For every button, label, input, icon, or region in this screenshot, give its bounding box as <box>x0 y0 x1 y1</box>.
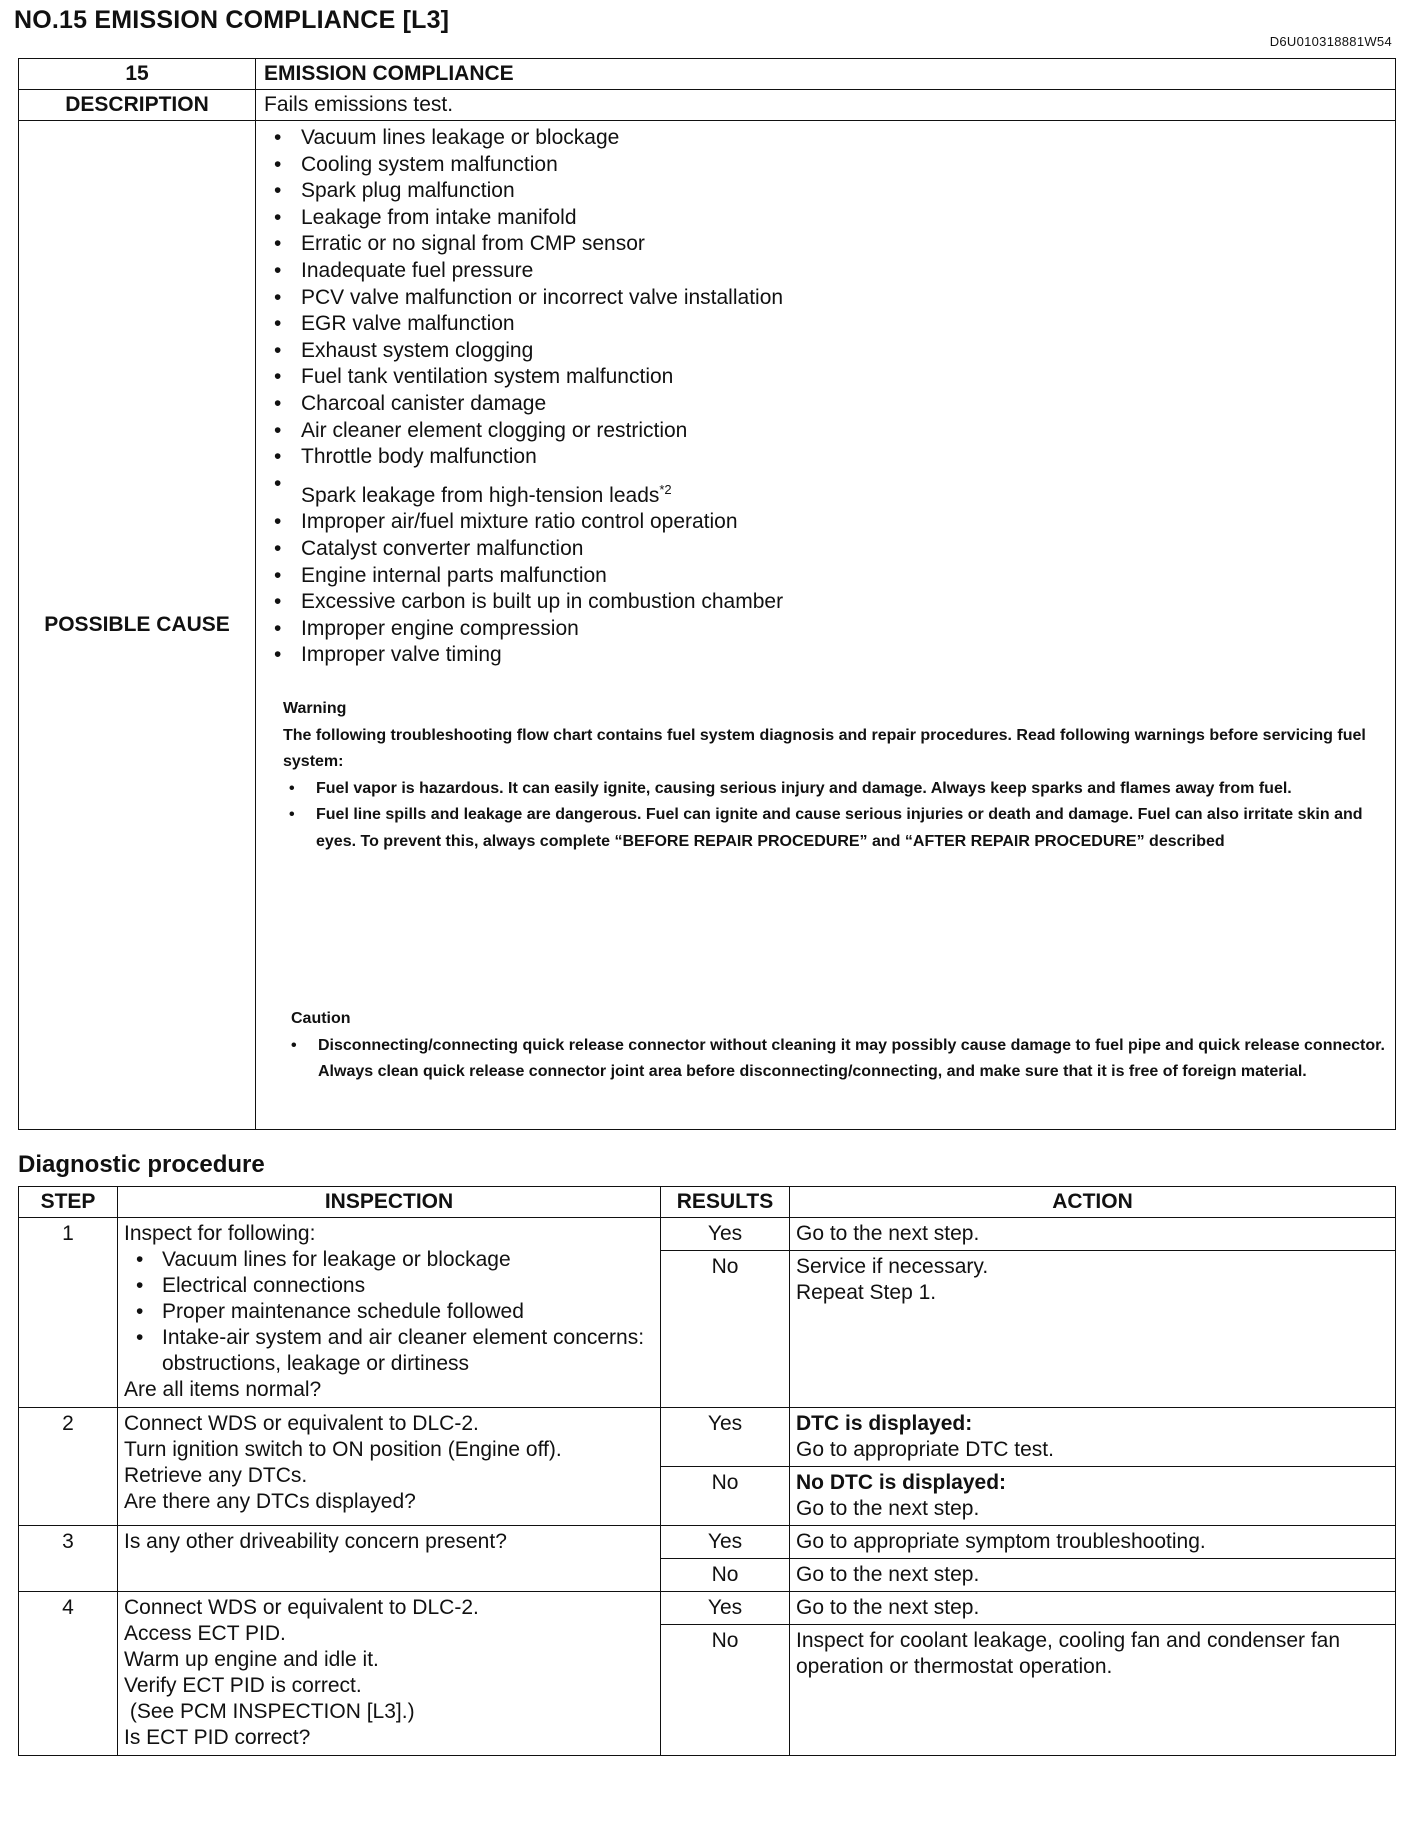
diagnostic-table <box>18 1186 1396 1756</box>
list-item: • Inadequate fuel pressure <box>268 258 1387 285</box>
symptom-info-table <box>18 58 1396 1130</box>
result-no: No <box>661 1467 790 1526</box>
description-label: DESCRIPTION <box>19 90 256 121</box>
title-row <box>19 59 1396 90</box>
possible-cause-row <box>19 121 1396 1130</box>
caution-item: • Disconnecting/connecting quick release connector without cleaning it may possibly cause damage to fuel pipe and quick release connector. Always clean quick release connector joint area before disconnecting/connecting, and make sure that it is free of foreign material. <box>291 1033 1391 1086</box>
inspection-bullet: • Vacuum lines for leakage or blockage <box>124 1247 654 1273</box>
action-no: Inspect for coolant leakage, cooling fan and condenser fan operation or thermostat operation. <box>790 1625 1396 1756</box>
inspection-column-header: INSPECTION <box>118 1187 661 1218</box>
inspection-question: Are all items normal? <box>124 1378 322 1401</box>
inspection-bullet: • Intake-air system and air cleaner element concerns: obstructions, leakage or dirtiness <box>124 1325 654 1377</box>
caution-title: Caution <box>291 1010 351 1027</box>
table-row <box>19 1592 1396 1625</box>
step-number: 1 <box>19 1218 118 1408</box>
inspection-text: Verify ECT PID is correct. <box>124 1674 362 1697</box>
description-row <box>19 90 1396 121</box>
inspection-text: Access ECT PID. <box>124 1622 286 1645</box>
action-no: Go to the next step. <box>790 1559 1396 1592</box>
list-item: • Fuel tank ventilation system malfunction <box>268 364 1387 391</box>
list-item: • Improper valve timing <box>268 642 1387 669</box>
warning-block <box>283 696 1383 855</box>
warning-list <box>283 776 1383 856</box>
list-item: • Exhaust system clogging <box>268 338 1387 365</box>
step-number: 3 <box>19 1526 118 1592</box>
possible-cause-cell <box>256 121 1396 1130</box>
warning-item: • Fuel line spills and leakage are dangerous. Fuel can ignite and cause serious injuries or death and damage. Fuel can also irritate skin and eyes. To prevent this, always complete “BEFORE REPAIR PROCEDURE” and “AFTER REPAIR PROCEDURE” described <box>283 802 1383 855</box>
action-yes: Go to appropriate symptom troubleshooting. <box>790 1526 1396 1559</box>
inspection-bullet: • Electrical connections <box>124 1273 654 1299</box>
action-yes <box>790 1408 1396 1467</box>
action-no <box>790 1251 1396 1408</box>
document-code: D6U010318881W54 <box>1269 34 1392 49</box>
result-yes: Yes <box>661 1218 790 1251</box>
inspection-text: (See PCM INSPECTION [L3].) <box>124 1700 415 1723</box>
page-title: NO.15 EMISSION COMPLIANCE [L3] <box>14 6 450 34</box>
list-item: • Improper air/fuel mixture ratio control operation <box>268 509 1387 536</box>
list-item: • Erratic or no signal from CMP sensor <box>268 231 1387 258</box>
warning-item: • Fuel vapor is hazardous. It can easily ignite, causing serious injury and damage. Always keep sparks and flames away from fuel. <box>283 776 1383 803</box>
symptom-name: EMISSION COMPLIANCE <box>256 59 1396 90</box>
result-yes: Yes <box>661 1526 790 1559</box>
result-no: No <box>661 1559 790 1592</box>
list-item: • EGR valve malfunction <box>268 311 1387 338</box>
step-number: 2 <box>19 1408 118 1526</box>
action-yes: Go to the next step. <box>790 1592 1396 1625</box>
inspection-text: Connect WDS or equivalent to DLC-2. <box>124 1596 479 1619</box>
possible-cause-label: POSSIBLE CAUSE <box>19 121 256 1130</box>
inspection-bullet: • Proper maintenance schedule followed <box>124 1299 654 1325</box>
diagnostic-heading: Diagnostic procedure <box>18 1151 265 1178</box>
results-column-header: RESULTS <box>661 1187 790 1218</box>
inspection-cell <box>118 1408 661 1526</box>
warning-title: Warning <box>283 700 347 717</box>
list-item: • Air cleaner element clogging or restriction <box>268 418 1387 445</box>
action-text: Go to appropriate DTC test. <box>796 1438 1054 1461</box>
inspection-text: Retrieve any DTCs. <box>124 1464 308 1487</box>
action-column-header: ACTION <box>790 1187 1396 1218</box>
description-value: Fails emissions test. <box>256 90 1396 121</box>
table-row <box>19 1526 1396 1559</box>
result-yes: Yes <box>661 1592 790 1625</box>
list-item: • Vacuum lines leakage or blockage <box>268 125 1387 152</box>
caution-list <box>291 1033 1391 1086</box>
action-title: DTC is displayed: <box>796 1412 973 1435</box>
inspection-text: Are there any DTCs displayed? <box>124 1490 416 1513</box>
table-row <box>19 1218 1396 1251</box>
inspection-text: Is ECT PID correct? <box>124 1726 311 1749</box>
list-item: • PCV valve malfunction or incorrect valve installation <box>268 285 1387 312</box>
inspection-cell <box>118 1218 661 1408</box>
inspection-text: Connect WDS or equivalent to DLC-2. <box>124 1412 479 1435</box>
table-header-row <box>19 1187 1396 1218</box>
footnote-ref: *2 <box>659 481 672 497</box>
inspection-text: Turn ignition switch to ON position (Engine off). <box>124 1438 562 1461</box>
list-item: • Cooling system malfunction <box>268 152 1387 179</box>
inspection-text: Inspect for following: <box>124 1222 316 1245</box>
table-row <box>19 1408 1396 1467</box>
inspection-cell <box>118 1592 661 1756</box>
action-text: Service if necessary. <box>796 1255 989 1278</box>
list-item: • Catalyst converter malfunction <box>268 536 1387 563</box>
warning-intro: The following troubleshooting flow chart contains fuel system diagnosis and repair procedures. Read following warnings before servicing fuel system: <box>283 726 1366 770</box>
symptom-number: 15 <box>19 59 256 90</box>
list-item: • Improper engine compression <box>268 616 1387 643</box>
result-yes: Yes <box>661 1408 790 1467</box>
list-item: • Leakage from intake manifold <box>268 205 1387 232</box>
list-item: • Throttle body malfunction <box>268 444 1387 471</box>
caution-block <box>291 1006 1391 1086</box>
result-no: No <box>661 1251 790 1408</box>
list-item <box>268 471 1387 510</box>
cause-list <box>268 125 1387 669</box>
action-no <box>790 1467 1396 1526</box>
result-no: No <box>661 1625 790 1756</box>
list-item: • Excessive carbon is built up in combustion chamber <box>268 589 1387 616</box>
list-item: • Charcoal canister damage <box>268 391 1387 418</box>
action-text: Go to the next step. <box>796 1497 980 1520</box>
step-column-header: STEP <box>19 1187 118 1218</box>
action-title: No DTC is displayed: <box>796 1471 1007 1494</box>
list-item: • Spark plug malfunction <box>268 178 1387 205</box>
cause-text: Spark leakage from high-tension leads <box>301 483 660 507</box>
inspection-cell: Is any other driveability concern present? <box>118 1526 661 1592</box>
list-item: • Engine internal parts malfunction <box>268 563 1387 590</box>
step-number: 4 <box>19 1592 118 1756</box>
action-text: Repeat Step 1. <box>796 1281 937 1304</box>
action-yes: Go to the next step. <box>790 1218 1396 1251</box>
inspection-text: Warm up engine and idle it. <box>124 1648 379 1671</box>
